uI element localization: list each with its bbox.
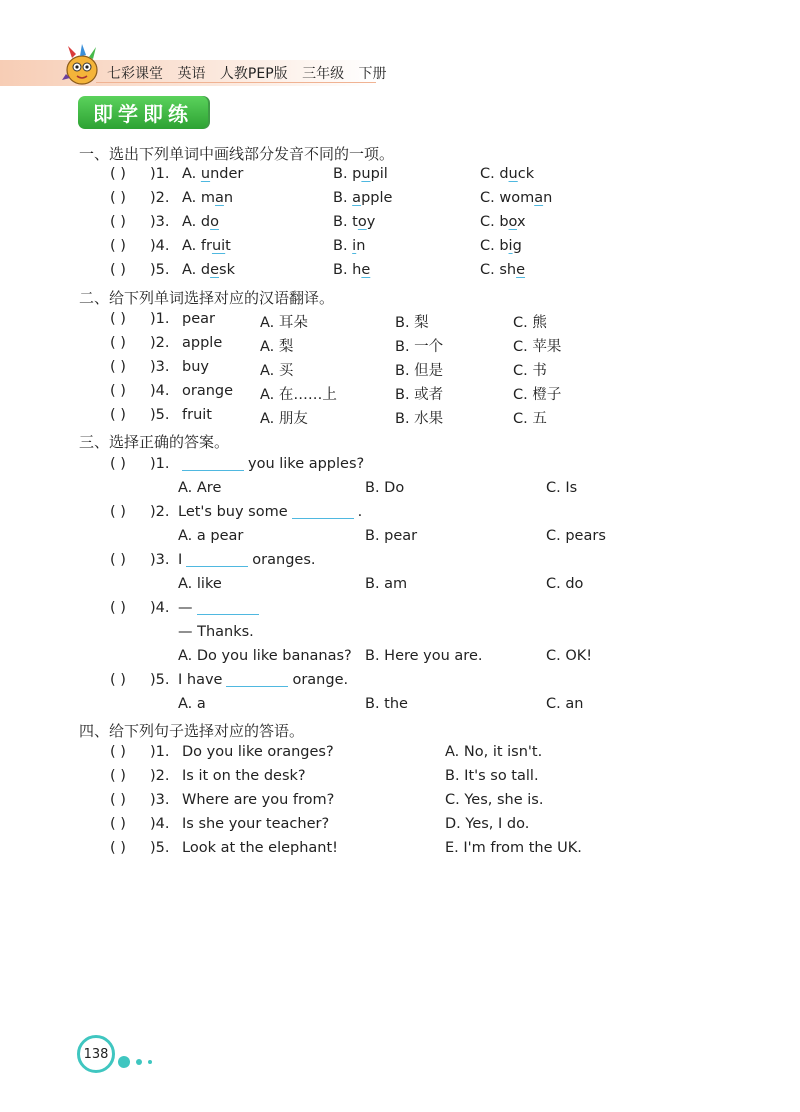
option-c: C. pears <box>546 528 606 544</box>
word: fruit <box>182 407 212 423</box>
option-a <box>182 238 231 254</box>
underlined-part: a <box>352 190 362 206</box>
option-pre: A. m <box>182 190 216 206</box>
option-a <box>182 214 219 230</box>
question-post: . <box>357 504 363 520</box>
option-post: nder <box>210 166 244 182</box>
word: orange <box>182 383 234 399</box>
option-post: x <box>516 214 526 230</box>
option-post: ck <box>517 166 535 182</box>
answer-blank[interactable]: ( ) <box>110 744 126 760</box>
question-pre: Let's buy some <box>178 504 288 520</box>
word: apple <box>182 335 223 351</box>
option-a: A. 买 <box>260 363 294 379</box>
item-number: )1. <box>150 744 170 760</box>
option-a: A. 朋友 <box>260 411 308 427</box>
option-post: g <box>512 238 522 254</box>
decor-dot-medium <box>136 1059 142 1065</box>
option-b <box>333 238 365 254</box>
option-c <box>480 214 526 230</box>
option-pre: A. fr <box>182 238 212 254</box>
item-number: )4. <box>150 600 170 616</box>
option-post: pil <box>370 166 388 182</box>
option-b: B. pear <box>365 528 418 544</box>
section4-title: 四、给下列句子选择对应的答语。 <box>79 722 305 740</box>
option-post: y <box>366 214 376 230</box>
option-pre: B. <box>333 238 353 254</box>
question-text <box>178 600 263 616</box>
underlined-part: e <box>516 262 526 278</box>
underlined-part: a <box>215 190 224 206</box>
item-number: )4. <box>150 383 170 399</box>
option-a: A. Are <box>178 480 222 496</box>
option-b: B. 但是 <box>395 363 444 379</box>
fill-blank[interactable] <box>292 517 354 519</box>
item-number: )1. <box>150 456 170 472</box>
answer-blank[interactable]: ( ) <box>110 166 126 182</box>
answer-blank[interactable]: ( ) <box>110 504 126 520</box>
option-pre: A. d <box>182 262 211 278</box>
option-pre: C. b <box>480 238 509 254</box>
underlined-part: e <box>210 262 220 278</box>
answer-blank[interactable]: ( ) <box>110 383 126 399</box>
option-b <box>333 166 388 182</box>
option-b: B. 水果 <box>395 411 444 427</box>
underlined-part: a <box>534 190 544 206</box>
option-c <box>480 166 534 182</box>
option-pre: C. sh <box>480 262 517 278</box>
option-c: C. Is <box>546 480 578 496</box>
header-subject: 英语 <box>177 66 206 82</box>
answer-blank[interactable]: ( ) <box>110 190 126 206</box>
question-text <box>178 672 348 688</box>
item-number: )5. <box>150 407 170 423</box>
question-pre: — <box>178 600 193 616</box>
option-c: C. 熊 <box>513 315 547 331</box>
answer-blank[interactable]: ( ) <box>110 335 126 351</box>
option-pre: C. wom <box>480 190 535 206</box>
option-b: B. 或者 <box>395 387 444 403</box>
header-grade: 三年级 <box>302 66 345 82</box>
option-a <box>182 262 235 278</box>
item-number: )5. <box>150 672 170 688</box>
option-post: n <box>356 238 366 254</box>
answer-blank[interactable]: ( ) <box>110 311 126 327</box>
header-edition: 人教PEP版 <box>219 66 288 82</box>
section3-title: 三、选择正确的答案。 <box>79 433 230 451</box>
question-sentence: Is she your teacher? <box>182 816 330 832</box>
answer-blank[interactable]: ( ) <box>110 359 126 375</box>
option-post: n <box>223 190 234 206</box>
item-number: )3. <box>150 792 170 808</box>
underlined-part: o <box>210 214 219 230</box>
header-title <box>107 63 397 83</box>
reply-text: — Thanks. <box>178 624 254 640</box>
underlined-part: i <box>508 238 513 254</box>
answer-blank[interactable]: ( ) <box>110 672 126 688</box>
header-volume: 下册 <box>358 66 387 82</box>
option-a: A. like <box>178 576 222 592</box>
option-c <box>480 238 522 254</box>
option-pre: A. <box>182 166 201 182</box>
option-c <box>480 190 552 206</box>
option-pre: C. d <box>480 166 509 182</box>
answer-blank[interactable]: ( ) <box>110 768 126 784</box>
option-c: C. do <box>546 576 584 592</box>
question-post: oranges. <box>252 552 316 568</box>
word: pear <box>182 311 215 327</box>
option-pre: B. <box>333 190 353 206</box>
option-b <box>333 262 370 278</box>
option-c: C. 五 <box>513 411 547 427</box>
item-number: )3. <box>150 359 170 375</box>
question-text <box>178 552 315 568</box>
option-post: n <box>543 190 553 206</box>
underlined-part: u <box>200 166 211 182</box>
option-b: B. 一个 <box>395 339 444 355</box>
answer-blank[interactable]: ( ) <box>110 552 126 568</box>
question-text <box>178 456 364 472</box>
answer-blank[interactable]: ( ) <box>110 214 126 230</box>
item-number: )1. <box>150 166 170 182</box>
option-b: B. the <box>365 696 408 712</box>
underlined-part: o <box>357 214 367 230</box>
answer-blank[interactable]: ( ) <box>110 600 126 616</box>
section2-title: 二、给下列单词选择对应的汉语翻译。 <box>79 289 335 307</box>
option-c <box>480 262 525 278</box>
item-number: )2. <box>150 335 170 351</box>
option-post: sk <box>219 262 235 278</box>
question-pre: I <box>178 552 183 568</box>
option-b: B. Do <box>365 480 405 496</box>
option-pre: B. h <box>333 262 362 278</box>
fill-blank[interactable] <box>226 685 288 687</box>
option-a: A. Do you like bananas? <box>178 648 352 664</box>
option-post: t <box>225 238 231 254</box>
fill-blank[interactable] <box>186 565 248 567</box>
option-b: B. Here you are. <box>365 648 483 664</box>
answer-blank[interactable]: ( ) <box>110 456 126 472</box>
item-number: )4. <box>150 238 170 254</box>
answer-option: E. I'm from the UK. <box>445 840 582 856</box>
section1-title: 一、选出下列单词中画线部分发音不同的一项。 <box>79 145 395 163</box>
item-number: )2. <box>150 190 170 206</box>
item-number: )2. <box>150 504 170 520</box>
question-post: orange. <box>292 672 349 688</box>
question-sentence: Do you like oranges? <box>182 744 334 760</box>
decor-dot-small <box>148 1060 152 1064</box>
underlined-part: e <box>361 262 371 278</box>
option-c: C. OK! <box>546 648 593 664</box>
answer-option: B. It's so tall. <box>445 768 539 784</box>
underlined-part: u <box>508 166 518 182</box>
page-number: 138 <box>77 1035 115 1073</box>
option-post: pple <box>361 190 393 206</box>
option-pre: B. t <box>333 214 358 230</box>
option-b: B. am <box>365 576 408 592</box>
question-sentence: Is it on the desk? <box>182 768 306 784</box>
option-pre: A. d <box>182 214 211 230</box>
item-number: )2. <box>150 768 170 784</box>
option-a: A. 梨 <box>260 339 294 355</box>
option-pre: B. p <box>333 166 362 182</box>
question-post: you like apples? <box>248 456 365 472</box>
section-badge: 即学即练 <box>78 96 208 129</box>
fill-blank[interactable] <box>182 469 244 471</box>
question-sentence: Look at the elephant! <box>182 840 338 856</box>
option-pre: C. b <box>480 214 509 230</box>
answer-blank[interactable]: ( ) <box>110 840 126 856</box>
answer-blank[interactable]: ( ) <box>110 262 126 278</box>
question-text <box>178 504 362 520</box>
mascot-icon <box>58 40 106 88</box>
option-c: C. 苹果 <box>513 339 562 355</box>
option-b: B. 梨 <box>395 315 429 331</box>
question-pre: I have <box>178 672 223 688</box>
item-number: )4. <box>150 816 170 832</box>
option-a: A. a pear <box>178 528 244 544</box>
fill-blank[interactable] <box>197 613 259 615</box>
underlined-part: o <box>508 214 517 230</box>
item-number: )3. <box>150 552 170 568</box>
underlined-part: ui <box>211 238 226 254</box>
answer-option: D. Yes, I do. <box>445 816 530 832</box>
item-number: )3. <box>150 214 170 230</box>
item-number: )5. <box>150 262 170 278</box>
option-c: C. an <box>546 696 584 712</box>
option-a <box>182 190 233 206</box>
option-c: C. 橙子 <box>513 387 562 403</box>
underlined-part: u <box>361 166 371 182</box>
option-a: A. 在……上 <box>260 387 337 403</box>
header-book: 七彩课堂 <box>107 66 163 82</box>
answer-option: A. No, it isn't. <box>445 744 543 760</box>
option-c: C. 书 <box>513 363 547 379</box>
option-b <box>333 190 392 206</box>
word: buy <box>182 359 209 375</box>
answer-blank[interactable]: ( ) <box>110 816 126 832</box>
decor-dot-large <box>118 1056 130 1068</box>
item-number: )5. <box>150 840 170 856</box>
option-a: A. a <box>178 696 206 712</box>
underlined-part: i <box>352 238 357 254</box>
answer-blank[interactable]: ( ) <box>110 792 126 808</box>
item-number: )1. <box>150 311 170 327</box>
option-a: A. 耳朵 <box>260 315 308 331</box>
answer-blank[interactable]: ( ) <box>110 238 126 254</box>
option-a <box>182 166 243 182</box>
option-b <box>333 214 375 230</box>
answer-option: C. Yes, she is. <box>445 792 544 808</box>
question-sentence: Where are you from? <box>182 792 335 808</box>
answer-blank[interactable]: ( ) <box>110 407 126 423</box>
